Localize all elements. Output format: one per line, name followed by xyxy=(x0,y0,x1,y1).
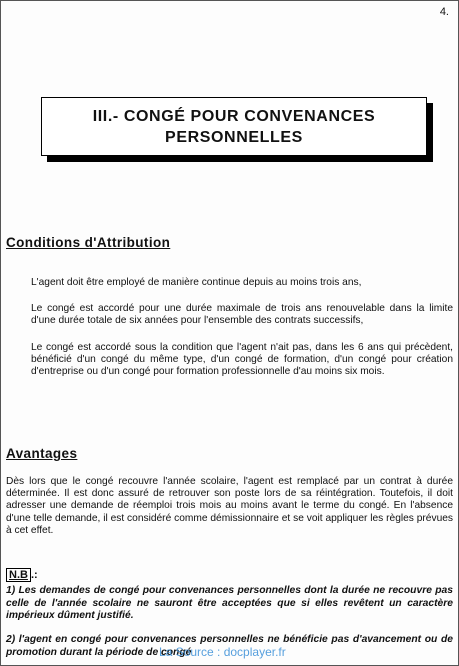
title-box xyxy=(41,97,427,156)
nb-label-box: N.B xyxy=(6,568,31,582)
title-line-2: PERSONNELLES xyxy=(165,128,303,146)
title-line-1: III.- CONGÉ POUR CONVENANCES xyxy=(92,107,376,125)
nb-item-1: 1) Les demandes de congé pour convenances personnelles dont la durée ne recouvre pas celle de l'année scolaire ne sauront être acceptées que si elles revêtent un caractère impérieux dûment justifié. xyxy=(6,585,453,621)
conditions-heading: Conditions d'Attribution xyxy=(6,235,171,250)
conditions-paragraph-2: Le congé est accordé pour une durée maximale de trois ans renouvelable dans la limite d'une durée totale de six années pour l'ensemble des contrats successifs, xyxy=(31,303,453,327)
avantages-heading: Avantages xyxy=(6,446,78,461)
source-watermark: La Source : docplayer.fr xyxy=(159,645,286,659)
nb-label-suffix: .: xyxy=(30,569,38,581)
nb-label xyxy=(6,569,38,581)
nb-item-2: 2) l'agent en congé pour convenances personnelles ne bénéficie pas d'avancement ou de promotion durant la période de congé xyxy=(6,634,453,658)
avantages-paragraph: Dès lors que le congé recouvre l'année scolaire, l'agent est remplacé par un contrat à durée déterminée. Il est donc assuré de retrouver son poste lors de sa réintégration. Toutefois, il doit adresser une demande de réemploi trois mois au moins avant le terme du congé. En l'absence d'une telle demande, il est considéré comme démissionnaire et se voit appliquer les règles prévues à cet effet. xyxy=(6,476,453,536)
conditions-paragraph-3: Le congé est accordé sous la condition que l'agent n'ait pas, dans les 6 ans qui précèdent, bénéficié d'un congé du même type, d'un congé de formation, d'un congé pour création d'entreprise ou d'un congé pour formation professionnelle d'au moins six mois. xyxy=(31,342,453,378)
conditions-paragraph-1: L'agent doit être employé de manière continue depuis au moins trois ans, xyxy=(31,277,362,288)
page-number: 4. xyxy=(439,6,449,18)
